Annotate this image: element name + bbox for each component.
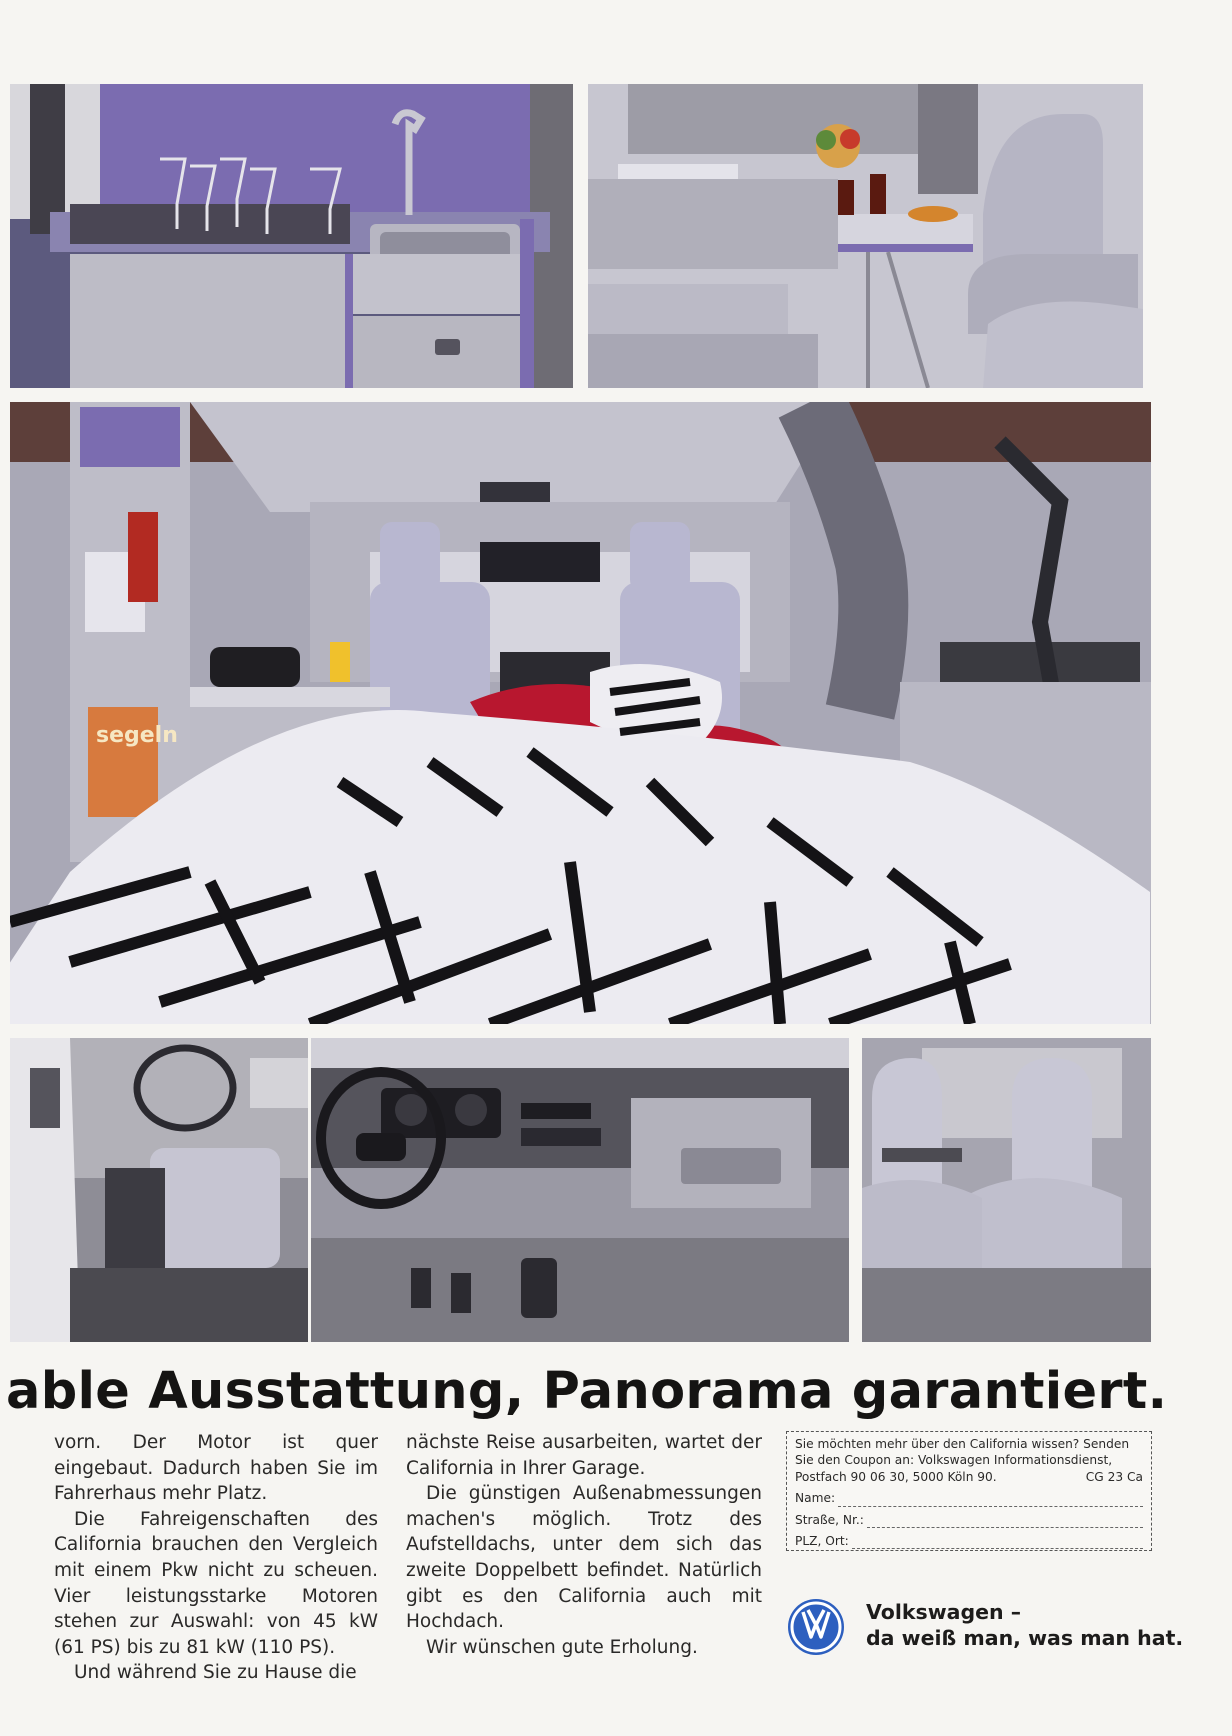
- coupon-field-label: PLZ, Ort:: [795, 1534, 849, 1549]
- body-paragraph: Die günstigen Außenabmessungen machen's möglich. Trotz des Aufstelldachs, unter dem sich das zweite Doppelbett befindet. Natürlich gibt es den California auch mit Hochdach.: [406, 1483, 762, 1633]
- info-coupon: [786, 1431, 1152, 1551]
- coupon-address: Postfach 90 06 30, 5000 Köln 90.: [795, 1469, 997, 1484]
- swivel-seats-photo: [862, 1038, 1151, 1342]
- slogan-line-2: da weiß man, was man hat.: [866, 1626, 1184, 1650]
- driver-door-photo: [10, 1038, 308, 1342]
- slogan: [866, 1599, 1183, 1651]
- magazine-cover-text: segeln: [96, 723, 178, 748]
- body-paragraph: nächste Reise ausarbeiten, wartet der California in Ihrer Garage.: [406, 1432, 762, 1479]
- vw-logo-icon: [786, 1597, 846, 1657]
- body-paragraph: Wir wünschen gute Erholung.: [426, 1636, 698, 1658]
- coupon-intro: Sie möchten mehr über den California wissen? Senden Sie den Coupon an: Volkswagen Informationsdienst,: [795, 1437, 1130, 1468]
- coupon-code: CG 23 Ca: [1085, 1469, 1143, 1484]
- coupon-address-row: [795, 1469, 1143, 1485]
- body-paragraph: Und während Sie zu Hause die: [74, 1662, 357, 1684]
- coupon-field-label: Name:: [795, 1491, 836, 1506]
- headline: able Ausstattung, Panorama garantiert.: [6, 1362, 1168, 1421]
- coupon-field-label: Straße, Nr.:: [795, 1512, 864, 1527]
- coupon-name-field[interactable]: [795, 1490, 1143, 1506]
- coupon-street-field[interactable]: [795, 1512, 1143, 1528]
- coupon-city-field[interactable]: [795, 1533, 1143, 1549]
- slogan-line-1: Volkswagen –: [866, 1600, 1022, 1624]
- body-column-2: [406, 1430, 762, 1660]
- body-paragraph: Die Fahreigenschaften des California brauchen den Vergleich mit einem Pkw nicht zu scheuen. Vier leistungsstarke Motoren stehen zur Auswahl: von 45 kW (61 PS) bis zu 81 kW (110 PS).: [54, 1508, 378, 1658]
- body-paragraph: vorn. Der Motor ist quer eingebaut. Dadurch haben Sie im Fahrerhaus mehr Platz.: [54, 1432, 378, 1505]
- dinette-photo: [588, 84, 1143, 388]
- dashboard-photo: [311, 1038, 849, 1342]
- body-column-1: [54, 1430, 378, 1686]
- bed-interior-photo: [10, 402, 1151, 1024]
- kitchen-sink-photo: [10, 84, 573, 388]
